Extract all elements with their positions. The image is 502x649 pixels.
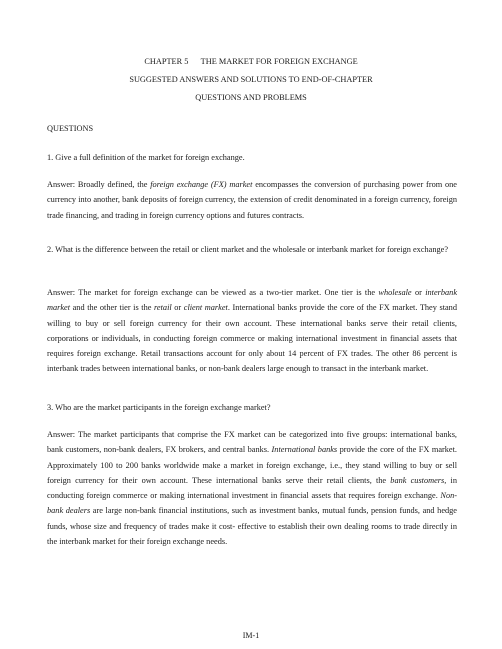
section-label: QUESTIONS: [47, 124, 94, 133]
question-3: 3. Who are the market participants in the foreign exchange market?: [47, 403, 271, 412]
document-subtitle: SUGGESTED ANSWERS AND SOLUTIONS TO END-OF-CHAPTER: [129, 75, 373, 84]
question-1: 1. Give a full definition of the market for foreign exchange.: [47, 153, 245, 162]
answer-2: Answer: The market for foreign exchange can be viewed as a two-tier market. One tier is the wholesale or interbank market and the other tier is the retail or client market. International banks provide the core of the FX market. They stand willing to buy or sell foreign currency for their own account. These international banks serve their retail clients, corporations or individuals, in conducting foreign commerce or making international investment in financial assets that requires foreign exchange. Retail transactions account for only about 14 percent of FX trades. The other 86 percent is interbank trades between international banks, or non-bank dealers large enough to transact in the interbank market.: [47, 288, 458, 374]
answer-1: Answer: Broadly defined, the foreign exchange (FX) market encompasses the conversion of purchasing power from one currency into another, bank deposits of foreign currency, the extension of credit denominated in a foreign currency, foreign trade financing, and trading in foreign currency options and futures contracts.: [47, 180, 457, 220]
chapter-title: CHAPTER 5 THE MARKET FOR FOREIGN EXCHANGE: [144, 57, 358, 66]
question-2: 2. What is the difference between the retail or client market and the wholesale or interbank market for foreign exchange?: [47, 245, 448, 254]
document-subtitle-continued: QUESTIONS AND PROBLEMS: [195, 93, 307, 102]
answer-3: Answer: The market participants that comprise the FX market can be categorized into five groups: international banks, bank customers, non-bank dealers, FX brokers, and central banks. International banks provide the core of the FX market. Approximately 100 to 200 banks worldwide make a market in foreign exchange, i.e., they stand willing to buy or sell foreign currency for their own account. These international banks serve their retail clients, the bank customers, in conducting foreign commerce or making international investment in financial assets that requires foreign exchange. Non-bank dealers are large non-bank financial institutions, such as investment banks, mutual funds, pension funds, and hedge funds, whose size and frequency of trades make it cost- effective to establish their own dealing rooms to trade directly in the interbank market for their foreign exchange needs.: [47, 430, 457, 547]
page-number: IM-1: [242, 631, 260, 640]
